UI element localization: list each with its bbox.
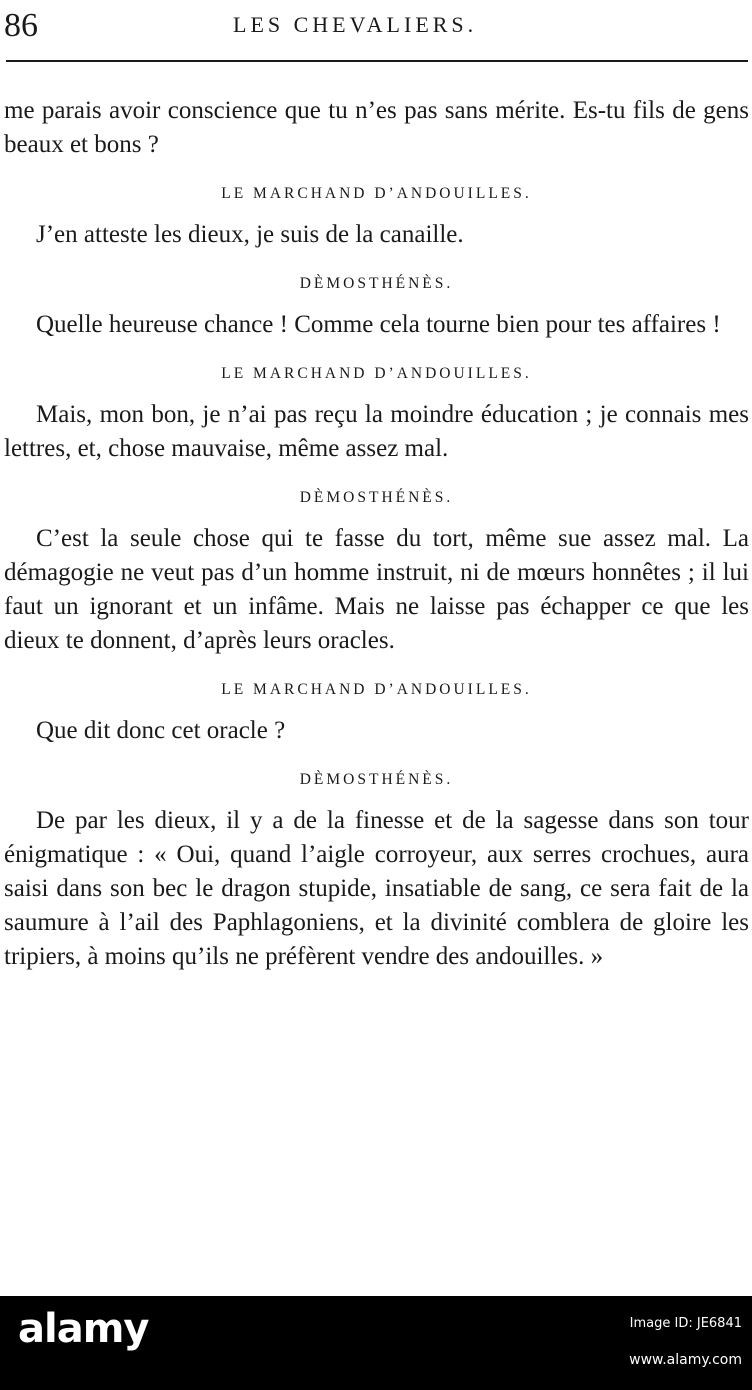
paragraph: Mais, mon bon, je n’ai pas reçu la moindre éducation ; je connais mes lettres, et, chose mauvaise, même assez mal.: [4, 401, 749, 462]
speaker-name: LE MARCHAND D’ANDOUILLES.: [221, 365, 532, 382]
speaker-name: LE MARCHAND D’ANDOUILLES.: [221, 681, 532, 698]
paragraph: me parais avoir conscience que tu n’es pas sans mérite. Es-tu fils de gens beaux et bons ?: [4, 97, 749, 158]
page-number: 86: [4, 7, 38, 44]
running-head: LES CHEVALIERS.: [233, 12, 478, 37]
page-header: [0, 0, 752, 60]
watermark-bar: [0, 1296, 752, 1390]
alamy-logo: alamy: [18, 1306, 149, 1352]
header-rule: [6, 60, 748, 62]
paragraph: C’est la seule chose qui te fasse du tort, même sue assez mal. La démagogie ne veut pas d’un homme instruit, ni de mœurs honnêtes ; il lui faut un ignorant et un infâme. Mais ne laisse pas échapper ce que les dieux te donnent, d’après leurs oracles.: [4, 525, 749, 654]
paragraph: De par les dieux, il y a de la finesse et de la sagesse dans son tour énigmatique : « Oui, quand l’aigle corroyeur, aux serres crochues, aura saisi dans son bec le dragon stupide, insatiable de sang, ce sera fait de la saumure à l’ail des Paphlagoniens, et la divinité comblera de gloire les tripiers, à moins qu’ils ne préfèrent vendre des andouilles. »: [4, 807, 749, 970]
speaker-name: LE MARCHAND D’ANDOUILLES.: [221, 185, 532, 202]
speaker-name: DÈMOSTHÉNÈS.: [299, 275, 454, 292]
speaker-name: DÈMOSTHÉNÈS.: [299, 771, 454, 788]
speaker-name: DÈMOSTHÉNÈS.: [299, 489, 454, 506]
image-id: Image ID: JE6841: [629, 1316, 742, 1331]
body-text: [4, 94, 749, 974]
paragraph: Quelle heureuse chance ! Comme cela tourne bien pour tes affaires !: [36, 311, 721, 338]
paragraph: Que dit donc cet oracle ?: [36, 717, 286, 744]
paragraph: J’en atteste les dieux, je suis de la canaille.: [36, 221, 464, 248]
site-url: www.alamy.com: [629, 1352, 742, 1368]
